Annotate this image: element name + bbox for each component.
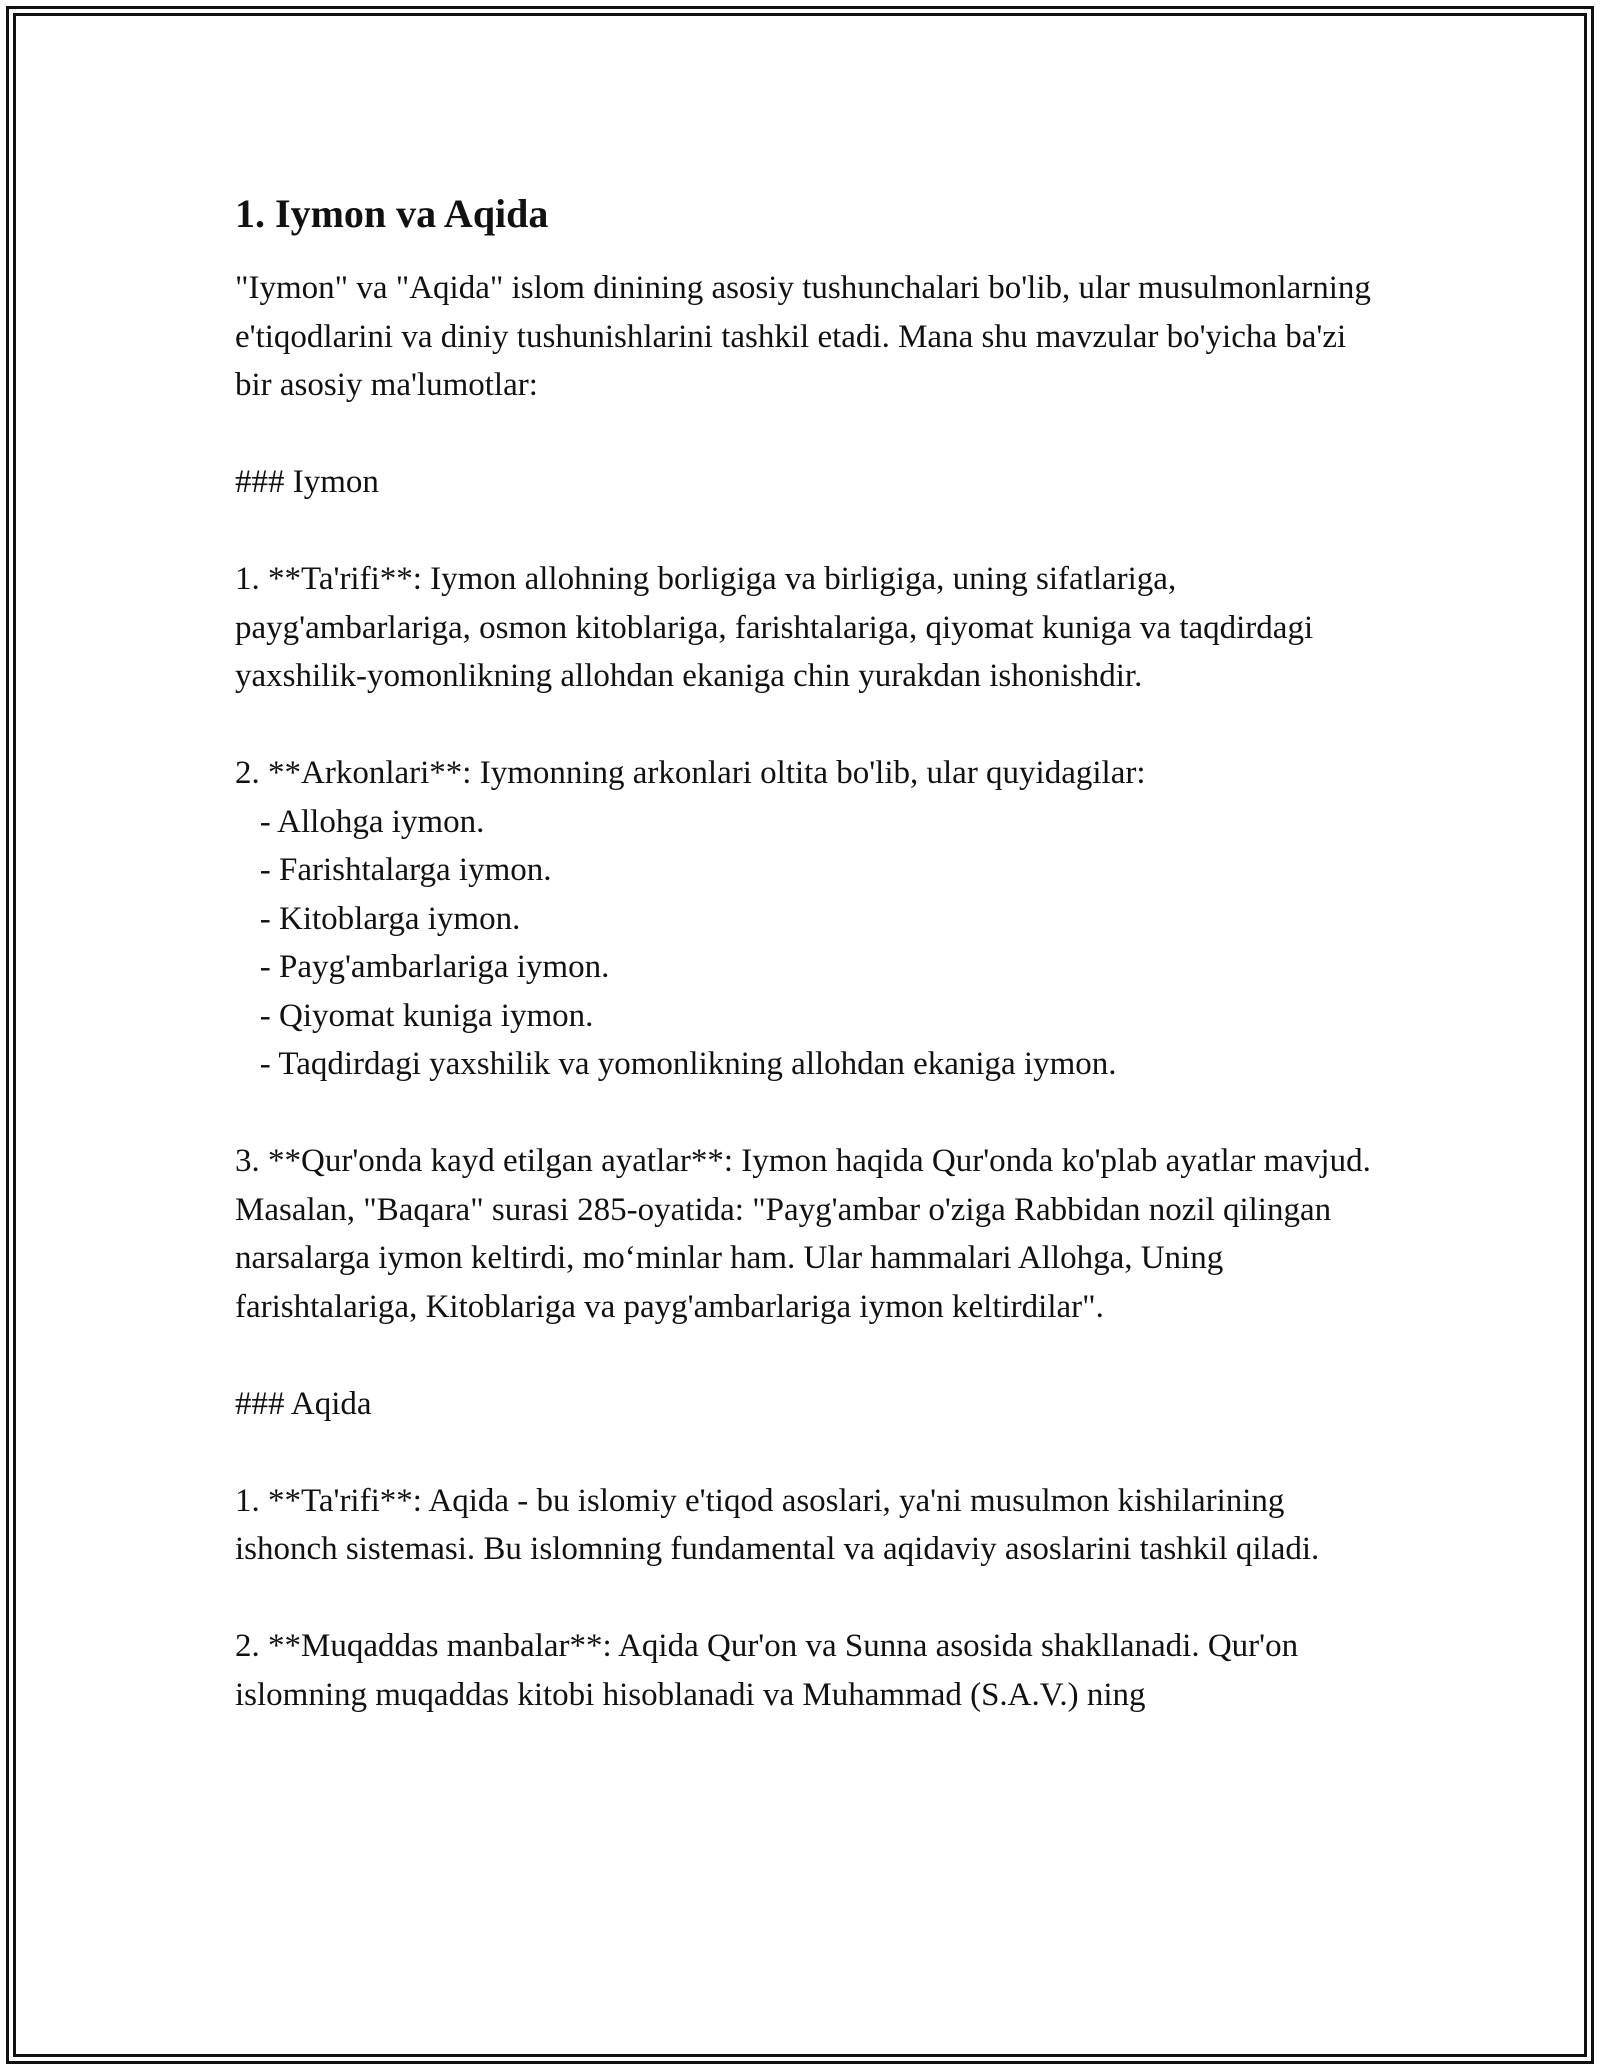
arkon-list-item: - Allohga iymon.	[235, 803, 485, 840]
document-title: 1. Iymon va Aqida	[235, 191, 549, 236]
arkon-list-item: - Qiyomat kuniga iymon.	[235, 997, 594, 1034]
iymon-heading: ### Iymon	[235, 464, 379, 500]
iymon-arkonlari-item: 2. **Arkonlari**: Iymonning arkonlari oltita bo'lib, ular quyidagilar:	[235, 755, 1146, 791]
arkon-list-item: - Kitoblarga iymon.	[235, 900, 521, 937]
iymon-tarifi-item: 1. **Ta'rifi**: Iymon allohning borligiga va birligiga, uning sifatlariga, payg'ambarlariga, osmon kitoblariga, farishtalariga, qiyomat kuniga va taqdirdagi yaxshilik-yomonlikning allohdan ekaniga chin yurakdan ishonishdir.	[235, 561, 1322, 694]
intro-paragraph: "Iymon" va "Aqida" islom dinining asosiy tushunchalari bo'lib, ular musulmonlarning e'tiqodlarini va diniy tushunishlarini tashkil etadi. Mana shu mavzular bo'yicha ba'zi bir asosiy ma'lumotlar:	[235, 270, 1380, 403]
document-body	[235, 186, 1380, 1719]
iymon-ayatlar-item: 3. **Qur'onda kayd etilgan ayatlar**: Iymon haqida Qur'onda ko'plab ayatlar mavjud. Masalan, "Baqara" surasi 285-oyatida: "Payg'ambar o'ziga Rabbidan nozil qilingan narsalarga iymon keltirdi, mo‘minlar ham. Ular hammalari Allohga, Uning farishtalariga, Kitoblariga va payg'ambarlariga iymon keltirdilar".	[235, 1143, 1380, 1325]
aqida-tarifi-item: 1. **Ta'rifi**: Aqida - bu islomiy e'tiqod asoslari, ya'ni musulmon kishilarining ishonch sistemasi. Bu islomning fundamental va aqidaviy asoslarini tashkil qiladi.	[235, 1482, 1320, 1567]
aqida-manbalar-item: 2. **Muqaddas manbalar**: Aqida Qur'on va Sunna asosida shakllanadi. Qur'on islomning muqaddas kitobi hisoblanadi va Muhammad (S.A.V.) ning	[235, 1628, 1307, 1713]
aqida-heading: ### Aqida	[235, 1385, 372, 1422]
arkon-list-item: - Farishtalarga iymon.	[235, 852, 552, 888]
arkon-list-item: - Taqdirdagi yaxshilik va yomonlikning allohdan ekaniga iymon.	[235, 1046, 1117, 1082]
arkon-list-item: - Payg'ambarlariga iymon.	[235, 949, 610, 985]
